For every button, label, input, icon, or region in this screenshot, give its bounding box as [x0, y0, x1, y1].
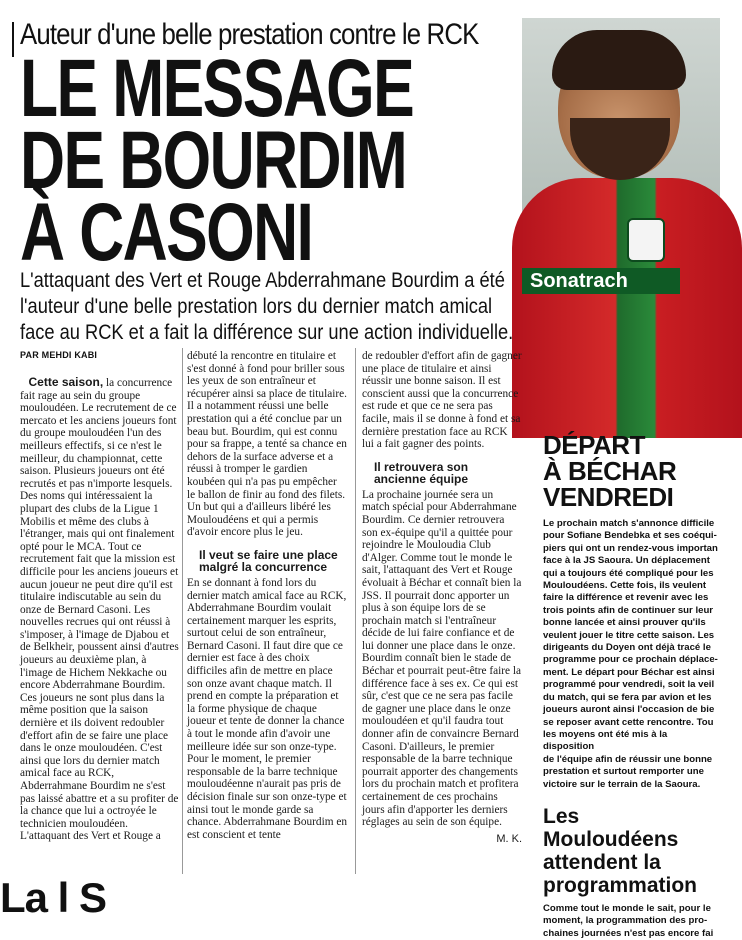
column-2: [187, 350, 347, 841]
col2-paragraph-2: En se donnant à fond lors du dernier match amical face au RCK, Abderrahmane Bourdim voulait certainement marquer les esprits, surtout celui de son entraîneur, Bernard Casoni. Il faut dire que ce dernier est face à des choix difficiles afin de mettre en place son onze avant chaque match. Il prend en compte la préparation et la forme physique de chaque joueur et tente de donner la chance à tout le monde afin d'avoir une meilleure idée sur son onze-type. Pour le moment, le premier responsable de la barre technique mouloudéenne n'aurait pas pris de décision finale sur son onze-type et ainsi tout le monde garde sa chance. Abderrahmane Bourdim en est conscient et tente: [187, 576, 347, 841]
player-photo: [522, 18, 720, 430]
lead-text: L'attaquant des Vert et Rouge Abderrahmane Bourdim a été l'auteur d'une belle prestation lors du dernier match amical face au RCK et a fait la différence sur une action individuelle.: [20, 269, 514, 344]
title-line-2: DE BOURDIM: [20, 113, 407, 206]
article-title: [20, 41, 540, 278]
sidebar-text: Le prochain match s'annonce difficile pour Sofiane Bendebka et ses coéqui- piers qui ont un rendez-vous importan face à la JS Saoura. Un déplacement qui a toujours été compliqué pour les Mouloudéens. Cette fois, ils veulent faire la différence et revenir avec les trois points afin de continuer sur leur bonne lancée et ainsi prouver qu'ils veulent jouer le titre cette saison. Les dirigeants du Doyen ont déjà tracé le programme pour ce prochain déplace- ment. Le départ pour Béchar est ainsi programmé pour vendredi, soit la veil du match, qui se fera par avion et les joueurs auront ainsi l'occasion de bie se reposer avant cette rencontre. Tou les moyens ont été mis à la disposition de l'équipe afin de réussir une bonne prestation et surtout remporter une victoire sur le terrain de la Saoura.: [543, 518, 718, 790]
sidebar-title2-line-1: Les Mouloudéens: [543, 804, 679, 851]
sidebar-title2-line-3: programmation: [543, 873, 698, 897]
sidebar-text-2: Comme tout le monde le sait, pour le moment, la programmation des pro- chaines journées n'est pas encore fai: [543, 902, 714, 939]
player-beard: [570, 118, 670, 180]
title-line-1: LE MESSAGE: [20, 41, 414, 134]
sidebar-title: [543, 432, 720, 510]
teaser-text: La l S: [0, 874, 107, 921]
col1-paragraph: [20, 376, 180, 843]
column-1: [20, 376, 180, 843]
byline: PAR MEHDI KABI: [20, 350, 98, 360]
sidebar-title-line-3: VENDREDI: [543, 482, 674, 512]
kicker-rule: [12, 22, 14, 57]
article-kicker: Auteur d'une belle prestation contre le RCK: [20, 18, 479, 51]
sidebar-title2-line-2: attendent la: [543, 850, 661, 874]
sidebar-box: [543, 432, 720, 940]
column-divider-1: [182, 348, 183, 874]
author-signature: M. K.: [496, 832, 522, 845]
subheading-1: Il veut se faire une place malgré la concurrence: [199, 547, 338, 574]
sidebar-title-line-2: À BÉCHAR: [543, 456, 677, 486]
title-line-3: À CASONI: [20, 185, 313, 278]
club-crest-icon: [627, 218, 665, 262]
col2-paragraph-1: débuté la rencontre en titulaire et s'est donné à fond pour briller sous les yeux de son entraîneur et récupérer ainsi sa place de titulaire. Il a notamment réussi une belle prestation qui a été conclue par un beau but. Bourdim, qui est connu pour sa frappe, a tenté sa chance en dehors de la surface adverse et a réussi à tromper le gardien koubéen qui n'a pas pu empêcher le ballon de finir au fond des filets. Un but qui a d'ailleurs libéré les Mouloudéens et qui a permis d'avoir encore plus le jeu.: [187, 350, 347, 539]
jersey: [512, 178, 742, 438]
column-divider-2: [355, 348, 356, 874]
jersey-sponsor: Sonatrach: [522, 268, 680, 294]
player-hair: [552, 30, 686, 90]
article-lead: [20, 268, 518, 346]
col3-paragraph-2: La prochaine journée sera un match spécial pour Abderrahmane Bourdim. Ce dernier retrouvera son ex-équipe qu'il a quittée pour rejoindre le Mouloudia Club d'Alger. Comme tout le monde le sait, l'attaquant des Vert et Rouge évoluait à Béchar et connaît bien la JSS. Il pourrait donc apporter un plus à son équipe lors de se prochain match si l'entraîneur décide de lui faire confiance et de lui donner une place dans le onze. Bourdim connaît bien le stade de Béchar et pourrait peut-être faire la différence face à ses ex. Ce qui est sûr, c'est que ce ne sera pas facile de gagner une place dans le onze mouloudéen et qu'il faudra tout donner afin de convaincre Bernard Casoni. D'ailleurs, le premier responsable de la barre technique pourrait apporter des changements lors du prochain match et profitera certainement de ces prochains jours afin d'apporter les derniers réglages au sein de son équipe.: [362, 488, 522, 829]
column-3: [362, 350, 522, 845]
col1-text: la concurrence fait rage au sein du groupe mouloudéen. Le recrutement de ce mercato et les anciens joueurs font du groupe mouloudéen l'un des meilleurs effectifs, si ce n'est le meilleur, du championnat, cette saison. Plusieurs joueurs ont été recrutés et pas n'importe lesquels. Des noms qui intéressaient la plupart des clubs de la Ligue 1 Mobilis et même des clubs à l'étranger, mais qui ont finalement opté pour le MCA. Tout ce recrutement fait que la mission est difficile pour les anciens joueurs et aucun joueur ne peut dire qu'il est titulaire indiscutable au sein du onze de Bernard Casoni. Les nouvelles recrues qui ont réussi à s'imposer, à l'image de Djabou et de Belkheir, poussent ainsi d'autres joueurs au deuxième plan, à l'image de Hichem Nekkache ou encore Abderrahmane Bourdim. Ces joueurs ne sont plus dans la même position que la saison dernière et ils doivent redoubler d'effort afin de se faire une place dans le onze mouloudéen. C'est ainsi que lors du dernier match amical face au RCK, Abderrahmane Bourdim ne s'est pas laissé abattre et a su profiter de la chance que lui a octroyée le technicien mouloudéen. L'attaquant des Vert et Rouge a: [20, 377, 179, 843]
col1-leadin: Cette saison,: [28, 375, 104, 389]
sidebar-title-line-1: DÉPART: [543, 430, 645, 460]
col3-paragraph-1: de redoubler d'effort afin de gagner une place de titulaire et ainsi réussir une bonne saison. Il est conscient aussi que la concurrence est rude et que ce ne sera pas facile, mais il se donne à fond et sa dernière prestation face au RCK lui a fait gagner des points.: [362, 350, 522, 451]
subheading-2: Il retrouvera son ancienne équipe: [374, 459, 469, 486]
